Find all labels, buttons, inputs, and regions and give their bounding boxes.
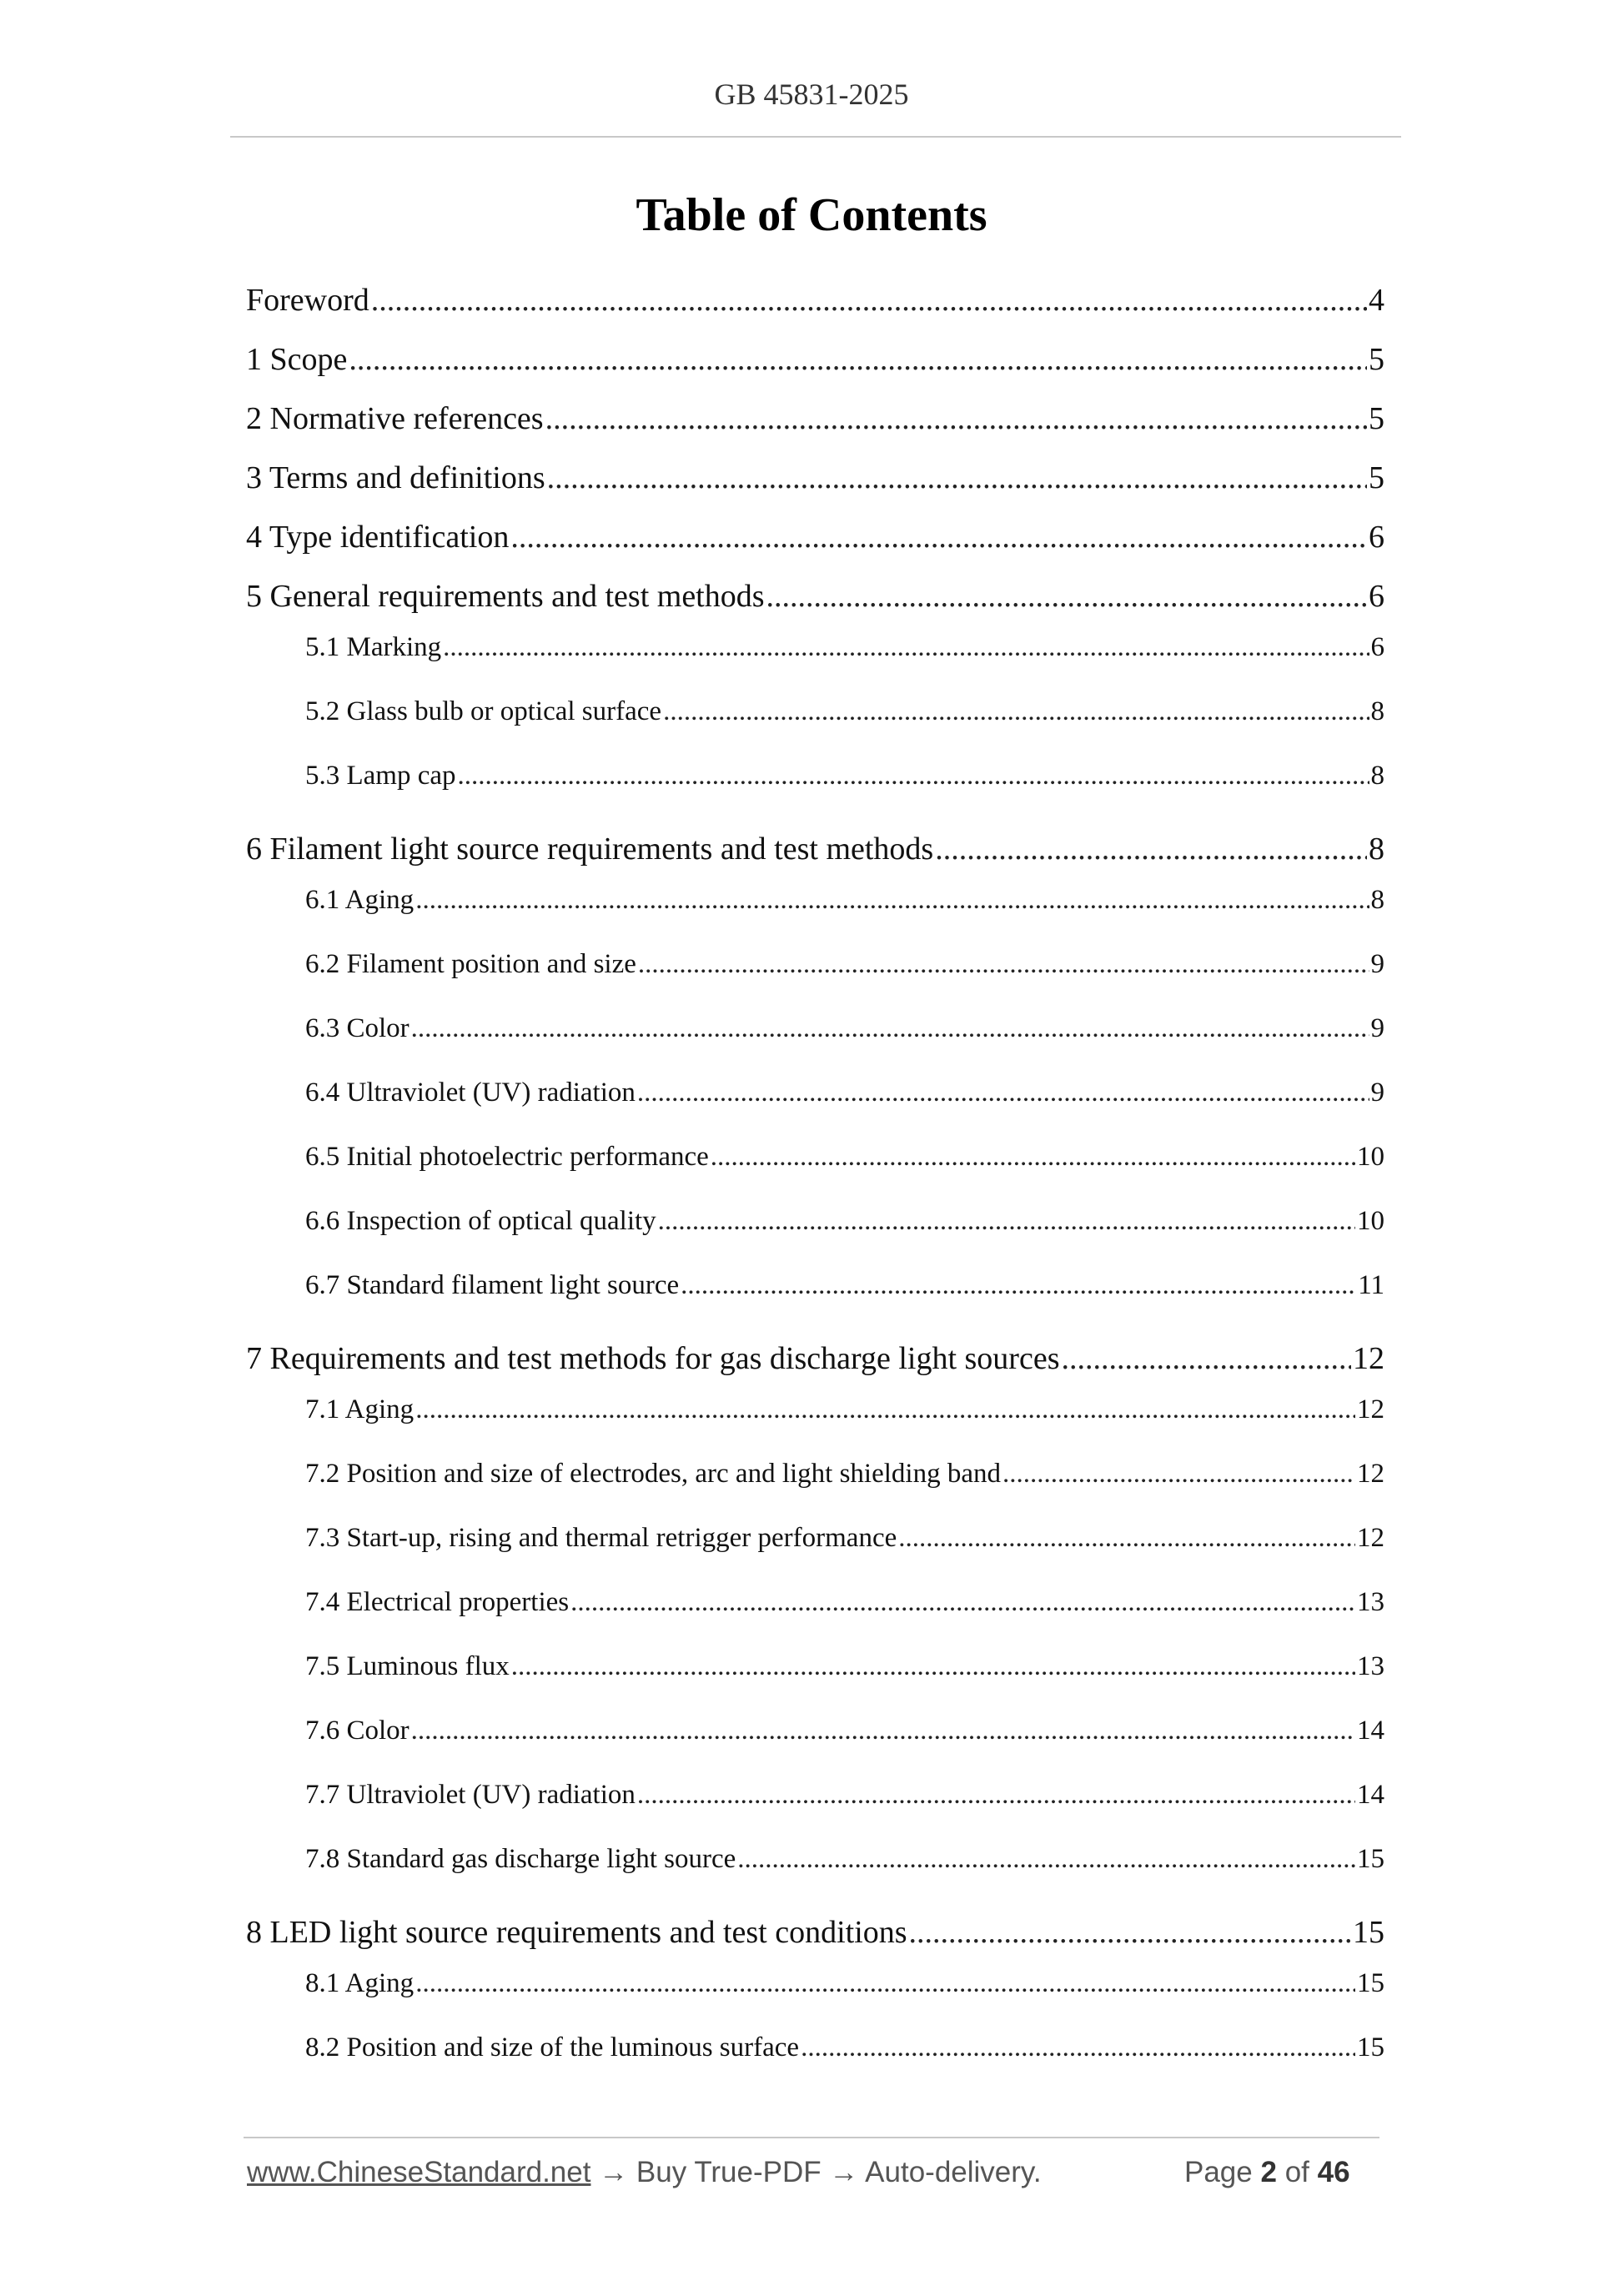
toc-entry-label: 8 LED light source requirements and test conditions bbox=[246, 1915, 907, 1950]
toc-entry-page: 5 bbox=[1369, 460, 1384, 495]
toc-dot-leader bbox=[898, 1519, 1355, 1557]
toc-dot-leader bbox=[371, 279, 1367, 322]
toc-entry-label: 7.2 Position and size of electrodes, arc and light shielding band bbox=[305, 1459, 1001, 1489]
toc-entry[interactable] bbox=[305, 1202, 1384, 1240]
toc-entry-page: 6 bbox=[1370, 632, 1384, 662]
toc-entry[interactable] bbox=[246, 1337, 1384, 1380]
toc-entry[interactable] bbox=[305, 1138, 1384, 1176]
toc-entry[interactable] bbox=[246, 515, 1384, 559]
toc-entry-page: 13 bbox=[1357, 1587, 1384, 1617]
toc-entry-label: 6.4 Ultraviolet (UV) radiation bbox=[305, 1078, 636, 1108]
toc-entry-label: 8.2 Position and size of the luminous surface bbox=[305, 2032, 800, 2062]
toc-entry[interactable] bbox=[305, 1519, 1384, 1557]
toc-entry[interactable] bbox=[246, 456, 1384, 500]
toc-entry-label: 4 Type identification bbox=[246, 520, 510, 555]
toc-entry-page: 11 bbox=[1358, 1270, 1384, 1300]
toc-entry-page: 10 bbox=[1357, 1142, 1384, 1172]
toc-dot-leader bbox=[510, 515, 1367, 559]
toc-entry-label: 7.1 Aging bbox=[305, 1394, 415, 1424]
toc-dot-leader bbox=[458, 756, 1369, 795]
toc-entry-page: 8 bbox=[1370, 696, 1384, 726]
toc-dot-leader bbox=[737, 1840, 1355, 1878]
toc-entry[interactable] bbox=[246, 397, 1384, 440]
toc-entry[interactable] bbox=[305, 945, 1384, 983]
toc-entry-page: 15 bbox=[1357, 1968, 1384, 1998]
toc-entry-page: 15 bbox=[1357, 1844, 1384, 1874]
page-current: 2 bbox=[1260, 2156, 1277, 2188]
toc-entry[interactable] bbox=[246, 338, 1384, 381]
page-word: Page bbox=[1184, 2156, 1253, 2188]
toc-entry[interactable] bbox=[246, 827, 1384, 871]
toc-entry-label: 6.6 Inspection of optical quality bbox=[305, 1206, 656, 1236]
toc-entry-label: 3 Terms and definitions bbox=[246, 460, 545, 495]
toc-dot-leader bbox=[545, 397, 1367, 440]
toc-entry-page: 8 bbox=[1370, 761, 1384, 791]
toc-entry-page: 9 bbox=[1370, 1013, 1384, 1043]
toc-entry[interactable] bbox=[246, 575, 1384, 618]
toc-entry[interactable] bbox=[305, 1009, 1384, 1048]
toc-dot-leader bbox=[1061, 1337, 1351, 1380]
page-of: of bbox=[1284, 2156, 1309, 2188]
toc-dot-leader bbox=[570, 1583, 1355, 1621]
toc-dot-leader bbox=[1002, 1454, 1355, 1493]
toc-entry-page: 15 bbox=[1357, 2032, 1384, 2062]
toc-dot-leader bbox=[411, 1009, 1369, 1048]
toc-entry-label: 5.2 Glass bulb or optical surface bbox=[305, 696, 662, 726]
toc-entry-label: 6.5 Initial photoelectric performance bbox=[305, 1142, 709, 1172]
toc-dot-leader bbox=[637, 1073, 1369, 1112]
toc-entry-label: 1 Scope bbox=[246, 342, 348, 377]
toc-entry[interactable] bbox=[305, 1390, 1384, 1429]
toc-dot-leader bbox=[637, 1776, 1355, 1814]
toc-entry-label: 7.5 Luminous flux bbox=[305, 1651, 510, 1681]
footer-tagline: → Buy True-PDF → Auto-delivery. bbox=[590, 2156, 1042, 2188]
toc-dot-leader bbox=[547, 456, 1367, 500]
website-link[interactable]: www.ChineseStandard.net bbox=[247, 2156, 591, 2188]
toc-entry-page: 6 bbox=[1369, 520, 1384, 555]
toc-entry-label: 7.4 Electrical properties bbox=[305, 1587, 570, 1617]
toc-entry-page: 9 bbox=[1370, 1078, 1384, 1108]
toc-entry[interactable] bbox=[305, 1454, 1384, 1493]
toc-entry[interactable] bbox=[305, 628, 1384, 666]
toc-entry-page: 5 bbox=[1369, 401, 1384, 436]
toc-entry-page: 8 bbox=[1369, 831, 1384, 867]
running-header: GB 45831-2025 bbox=[714, 78, 909, 111]
toc-entry-page: 5 bbox=[1369, 342, 1384, 377]
toc-entry-page: 15 bbox=[1353, 1915, 1384, 1950]
toc-entry[interactable] bbox=[246, 279, 1384, 322]
toc-entry-page: 14 bbox=[1357, 1780, 1384, 1810]
toc-dot-leader bbox=[658, 1202, 1355, 1240]
page-number bbox=[1184, 2156, 1350, 2189]
footer-divider bbox=[244, 2137, 1379, 2138]
toc-entry-label: 7 Requirements and test methods for gas discharge light sources bbox=[246, 1341, 1060, 1376]
toc-dot-leader bbox=[711, 1138, 1355, 1176]
toc-dot-leader bbox=[411, 1711, 1355, 1750]
toc-entry-label: 2 Normative references bbox=[246, 401, 544, 436]
footer-promo bbox=[247, 2156, 1042, 2189]
toc-entry[interactable] bbox=[305, 1583, 1384, 1621]
toc-entry-page: 12 bbox=[1357, 1394, 1384, 1424]
toc-entry[interactable] bbox=[305, 2028, 1384, 2067]
toc-dot-leader bbox=[663, 692, 1369, 731]
toc-dot-leader bbox=[638, 945, 1369, 983]
toc-dot-leader bbox=[681, 1266, 1356, 1304]
toc-entry[interactable] bbox=[305, 881, 1384, 919]
toc-entry-label: 8.1 Aging bbox=[305, 1968, 415, 1998]
toc-dot-leader bbox=[766, 575, 1367, 618]
toc-dot-leader bbox=[511, 1647, 1355, 1686]
toc-entry-label: 6.2 Filament position and size bbox=[305, 949, 636, 979]
toc-entry-label: 7.6 Color bbox=[305, 1716, 410, 1746]
toc-entry[interactable] bbox=[305, 1266, 1384, 1304]
toc-entry[interactable] bbox=[305, 692, 1384, 731]
toc-entry-label: 5 General requirements and test methods bbox=[246, 579, 765, 614]
toc-entry[interactable] bbox=[305, 1776, 1384, 1814]
toc-entry-page: 9 bbox=[1370, 949, 1384, 979]
toc-entry-label: 7.8 Standard gas discharge light source bbox=[305, 1844, 736, 1874]
toc-entry-label: 6.3 Color bbox=[305, 1013, 410, 1043]
toc-entry-page: 12 bbox=[1357, 1523, 1384, 1553]
toc-entry-label: 6.1 Aging bbox=[305, 885, 415, 915]
toc-dot-leader bbox=[415, 881, 1369, 919]
toc-entry-label: Foreword bbox=[246, 283, 369, 318]
toc-entry-label: 6 Filament light source requirements and test methods bbox=[246, 831, 934, 867]
toc-dot-leader bbox=[443, 628, 1369, 666]
toc-entry[interactable] bbox=[305, 1647, 1384, 1686]
toc-entry[interactable] bbox=[305, 1840, 1384, 1878]
toc-entry-label: 6.7 Standard filament light source bbox=[305, 1270, 680, 1300]
toc-dot-leader bbox=[349, 338, 1367, 381]
toc-entry-page: 8 bbox=[1370, 885, 1384, 915]
toc-entry-label: 7.7 Ultraviolet (UV) radiation bbox=[305, 1780, 636, 1810]
toc-dot-leader bbox=[415, 1390, 1355, 1429]
toc-entry-page: 12 bbox=[1357, 1459, 1384, 1489]
toc-dot-leader bbox=[415, 1964, 1355, 2002]
toc-entry[interactable] bbox=[305, 1964, 1384, 2002]
toc-dot-leader bbox=[909, 1911, 1351, 1954]
toc-entry-page: 6 bbox=[1369, 579, 1384, 614]
toc-entry[interactable] bbox=[305, 1711, 1384, 1750]
toc-dot-leader bbox=[935, 827, 1367, 871]
page-title: Table of Contents bbox=[636, 189, 987, 241]
toc-entry-label: 5.3 Lamp cap bbox=[305, 761, 456, 791]
toc-entry-page: 13 bbox=[1357, 1651, 1384, 1681]
toc-entry-label: 7.3 Start-up, rising and thermal retrigger performance bbox=[305, 1523, 897, 1553]
page-total: 46 bbox=[1317, 2156, 1350, 2188]
toc-dot-leader bbox=[801, 2028, 1355, 2067]
toc-entry-label: 5.1 Marking bbox=[305, 632, 442, 662]
toc-entry[interactable] bbox=[305, 1073, 1384, 1112]
toc-entry[interactable] bbox=[305, 756, 1384, 795]
toc-entry-page: 12 bbox=[1353, 1341, 1384, 1376]
toc-entry-page: 4 bbox=[1369, 283, 1384, 318]
toc-entry-page: 10 bbox=[1357, 1206, 1384, 1236]
toc-entry[interactable] bbox=[246, 1911, 1384, 1954]
toc-entry-page: 14 bbox=[1357, 1716, 1384, 1746]
